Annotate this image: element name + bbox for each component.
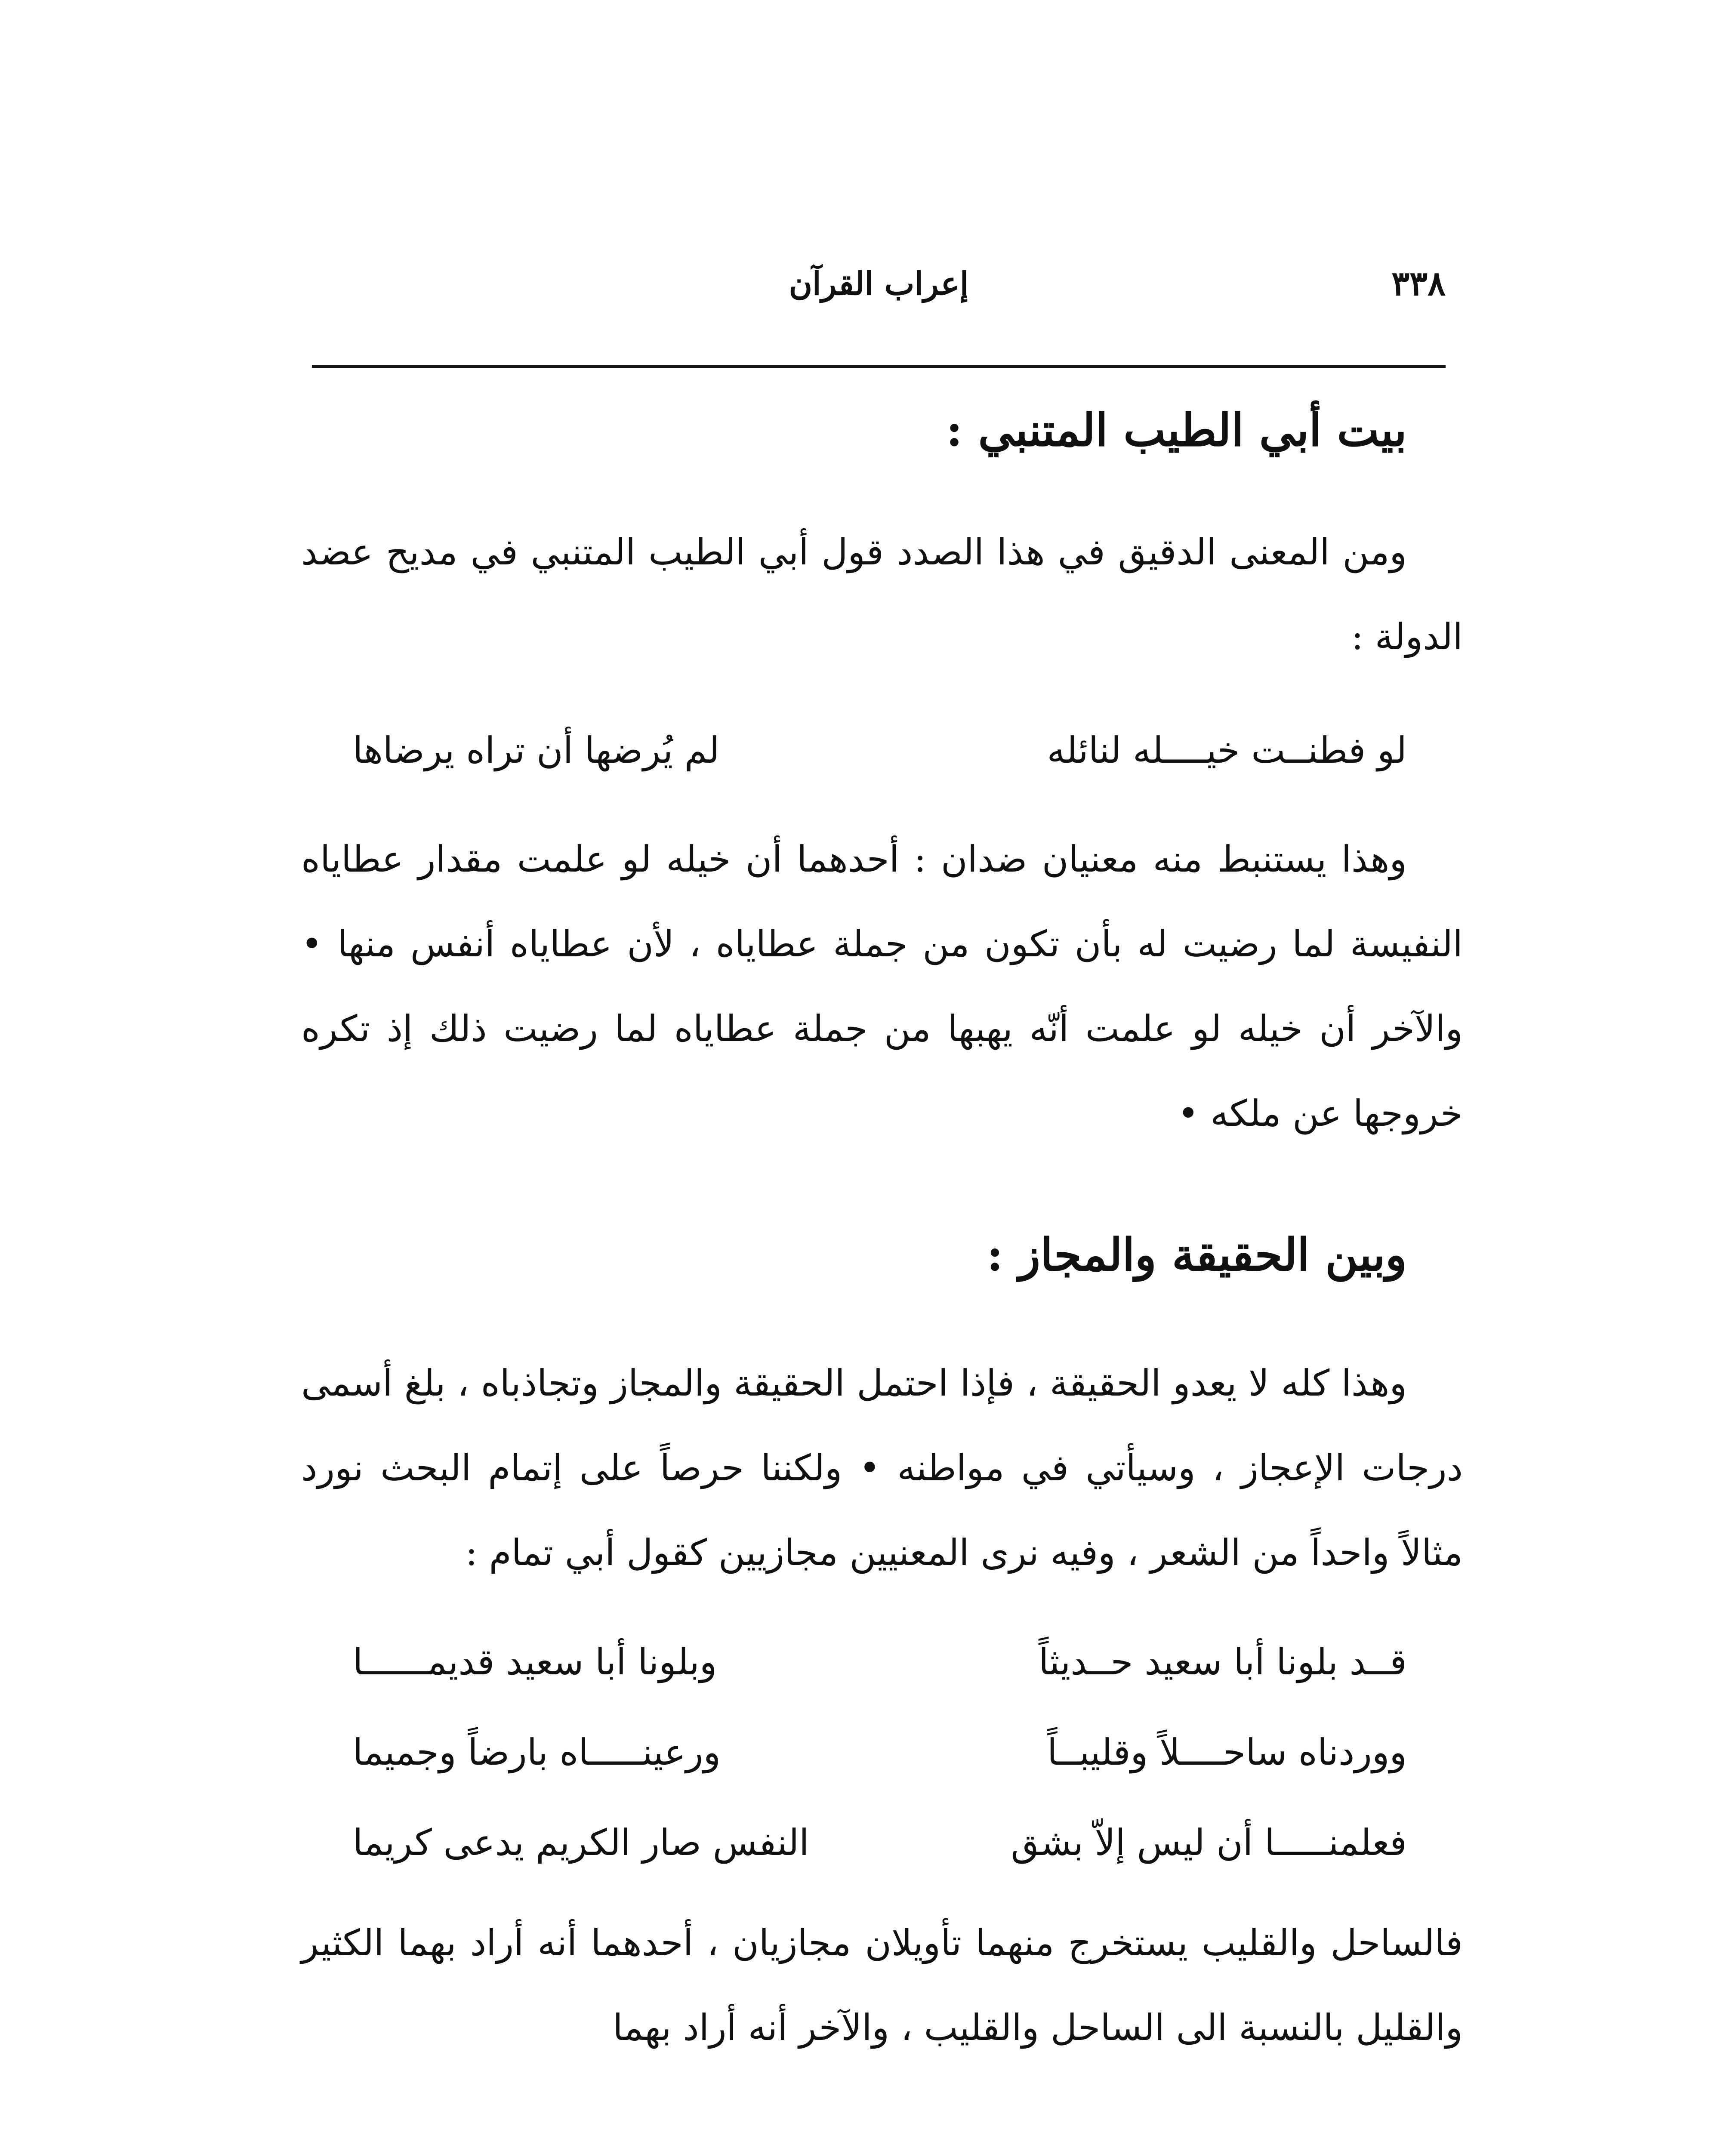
paragraph-truth-metaphor-explanation: فالساحل والقليب يستخرج منهما تأويلان مجازيان ، أحدهما أنه أراد بهما الكثير والقليل بالنسبة الى الساحل والقليب ، والآخر أنه أراد بهما <box>301 1922 1463 2049</box>
paragraph-mutanabbi-explanation: وهذا يستنبط منه معنيان ضدان : أحدهما أن خيله لو علمت مقدار عطاياه النفيسة لما رضيت له بأن تكون من جملة عطاياه ، لأن عطاياه أنفس منها • والآخر أن خيله لو علمت أنّه يهبها من جملة عطاياه لما رضيت ذلك إذ تكره خروجها عن ملكه • <box>301 838 1463 1134</box>
verse-block <box>301 1617 1463 1888</box>
verse-second-hemistich: لم يُرضها أن تراه يرضاها <box>353 729 720 771</box>
verse-line <box>301 1707 1463 1797</box>
section-heading-mutanabbi: بيت أبي الطيب المتنبي : <box>946 404 1407 456</box>
verse-second-hemistich: وبلونا أبا سعيد قديمــــــا <box>353 1641 717 1683</box>
verse-first-hemistich: ووردناه ساحــــلاً وقليبــاً <box>1047 1731 1407 1773</box>
verse-first-hemistich: فعلمنـــــا أن ليس إلاّ بشق <box>1011 1821 1407 1864</box>
paragraph-truth-metaphor-intro: وهذا كله لا يعدو الحقيقة ، فإذا احتمل الحقيقة والمجاز وتجاذباه ، بلغ أسمى درجات الإعجاز ، وسيأتي في مواطنه • ولكننا حرصاً على إتمام البحث نورد مثالاً واحداً من الشعر ، وفيه نرى المعنيين مجازيين كقول أبي تمام : <box>301 1362 1463 1574</box>
verse-line <box>301 705 1463 795</box>
running-title: إعراب القرآن <box>789 265 969 302</box>
page-number: ٣٣٨ <box>1391 264 1446 303</box>
section-heading-truth-metaphor: وبين الحقيقة والمجاز : <box>987 1228 1407 1281</box>
paragraph-mutanabbi-intro: ومن المعنى الدقيق في هذا الصدد قول أبي الطيب المتنبي في مديح عضد الدولة : <box>301 531 1463 658</box>
verse-second-hemistich: ورعينـــــاه بارضاً وجميما <box>353 1731 721 1773</box>
verse-line <box>301 1617 1463 1707</box>
verse-first-hemistich: قــد بلونا أبا سعيد حــديثاً <box>1038 1641 1407 1683</box>
verse-first-hemistich: لو فطنــت خيــــله لنائله <box>1047 729 1407 771</box>
page-body <box>301 387 1463 2070</box>
header-rule <box>312 365 1446 368</box>
verse-second-hemistich: النفس صار الكريم يدعى كريما <box>353 1821 809 1864</box>
verse-line <box>301 1797 1463 1888</box>
page-header <box>312 254 1446 314</box>
